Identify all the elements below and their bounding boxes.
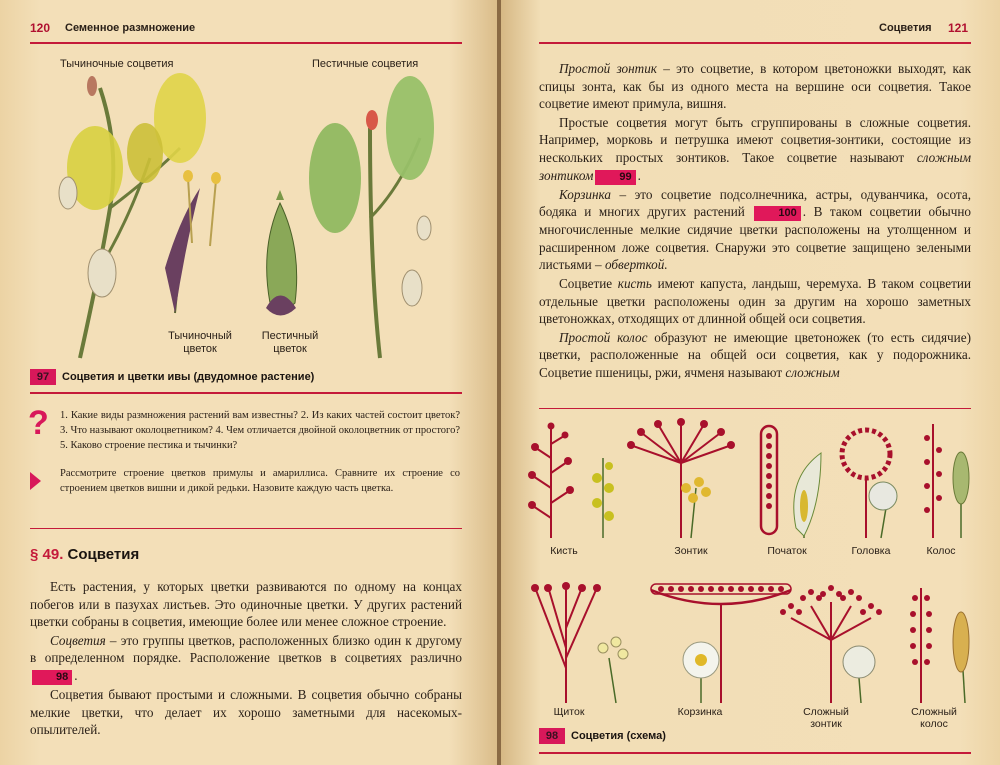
figure-top-rule <box>539 408 971 409</box>
figure-rule-left <box>30 392 462 394</box>
question-mark-icon: ? <box>28 404 49 442</box>
right-paragraph-1 <box>539 60 971 113</box>
figure-ref-99[interactable]: 99 <box>595 170 635 185</box>
label-corymb: Щиток <box>553 706 585 718</box>
raceme-scheme <box>528 423 574 539</box>
left-page <box>0 0 499 765</box>
term-compound: сложным <box>785 364 840 380</box>
umbel-scheme <box>627 418 735 538</box>
section-title: Соцветия <box>67 546 140 563</box>
left-paragraph-1: Есть растения, у которых цветки развиваются по одному на концах побегов или в пазухах листьев. Это одиночные цветки. У других растений цветки собраны в соцветия, имеющие более или менее сложное строение. <box>30 579 462 630</box>
term-raceme: кисть <box>617 275 652 291</box>
section-heading <box>30 546 139 563</box>
label-capitulum: Корзинка <box>677 706 723 718</box>
label-pistillate-flower-line1: Пестичный <box>261 330 319 342</box>
right-paragraph-4-text2: имеют капуста, ландыш, черемуха. В таком соцветии отдельные цветки расположены один за другим на хорошо заметных цветоножках, отходящих от длинной общей оси соцветия. <box>539 275 972 327</box>
term-simple-spike: Простой колос <box>559 329 648 345</box>
term-involucre: обверткой. <box>604 257 668 273</box>
questions-text: 1. Какие виды размножения растений вам известны? 2. Из каких частей состоит цветок? 3. Что называют околоцветником? 4. Чем отличается двойной околоцветник от простого? 5. Каково строение пестика и тычинки? <box>60 410 460 451</box>
left-paragraph-2 <box>30 632 462 685</box>
label-compound-umbel <box>791 706 861 730</box>
spadix-scheme <box>761 426 777 534</box>
label-staminate-flower-line2: цветок <box>183 343 217 355</box>
left-body-text <box>30 578 462 739</box>
label-spadix: Початок <box>767 545 807 557</box>
label-head: Головка <box>851 545 891 557</box>
term-capitulum: Корзинка <box>559 186 611 202</box>
figure-caption-97: Соцветия и цветки ивы (двудомное растение) <box>62 371 315 383</box>
right-paragraph-2-end: . <box>637 167 641 183</box>
section-number: § 49. <box>30 546 64 563</box>
header-rule-left <box>30 42 462 44</box>
term-compound-umbel: сложным зонтиком <box>539 149 971 183</box>
figure-bottom-rule <box>539 752 971 754</box>
corymb-scheme <box>531 582 601 703</box>
task-text: Рассмотрите строение цветков примулы и амариллиса. Сравните их строение со строением цветков вишни и дикой редьки. Назовите каждую часть цветка. <box>60 468 460 494</box>
compound-umbel-scheme <box>780 585 882 703</box>
plant-drawings-row1 <box>592 452 969 538</box>
label-spike: Колос <box>926 545 956 557</box>
left-paragraph-2-end: . <box>74 667 78 683</box>
figure-number-97: 97 <box>30 369 56 385</box>
running-head-left: Семенное размножение <box>65 22 196 34</box>
task-arrow-icon <box>30 472 41 490</box>
header-rule-right <box>539 42 971 44</box>
right-paragraph-1-text: – это соцветие, в котором цветоножки выходят, как спицы зонта, как бы из одного места на вершине оси соцветия. Такое соцветие имеют примула, вишня. <box>539 61 972 112</box>
label-compound-umbel-line2: зонтик <box>810 718 842 730</box>
label-raceme: Кисть <box>550 545 578 557</box>
label-compound-spike-line2: колос <box>920 718 948 730</box>
compound-spike-scheme <box>910 588 932 703</box>
label-pistillate-flower <box>250 330 330 356</box>
running-head-right: Соцветия <box>879 22 932 34</box>
label-staminate-flower <box>160 330 240 356</box>
label-compound-spike <box>899 706 969 730</box>
label-pistillate-inflorescences: Пестичные соцветия <box>312 58 419 70</box>
right-paragraph-4-text1: Соцветие <box>559 275 618 291</box>
catkin-green-1 <box>309 123 361 233</box>
label-staminate-flower-line1: Тычиночный <box>168 330 232 342</box>
term-simple-umbel: Простой зонтик <box>559 61 657 76</box>
label-staminate-inflorescences: Тычиночные соцветия <box>60 58 174 70</box>
bud-1 <box>88 249 116 297</box>
right-paragraph-2 <box>539 114 971 185</box>
figure-ref-98[interactable]: 98 <box>32 670 72 685</box>
figure-ref-100[interactable]: 100 <box>754 206 800 221</box>
catkin-green-2 <box>386 76 434 180</box>
inflorescence-scheme-row2 <box>521 578 991 708</box>
right-body-text <box>539 60 971 382</box>
label-pistillate-flower-line2: цветок <box>273 343 307 355</box>
right-paragraph-3 <box>539 186 971 274</box>
left-paragraph-3: Соцветия бывают простыми и сложными. В соцветия обычно собраны мелкие цветки, что делает их хорошо заметными для насекомых-опылителей. <box>30 686 462 738</box>
page-number-right: 121 <box>948 21 969 35</box>
plant-drawings-row2 <box>598 612 969 703</box>
figure-number-98: 98 <box>539 728 565 744</box>
left-paragraph-2-text: – это группы цветков, расположенных близко один к другому в определенном порядке. Расположение цветков в соцветиях различно <box>30 632 462 666</box>
right-paragraph-2-text: Простые соцветия могут быть сгруппированы в сложные соцветия. Например, морковь и петрушка имеют соцветия-зонтики, состоящие из нескольких простых зонтиков. Такое соцветие называют <box>539 114 971 165</box>
spike-scheme <box>924 424 942 538</box>
capitulum-scheme <box>651 584 791 703</box>
term-inflorescences: Соцветия <box>50 632 106 648</box>
inflorescence-scheme-row1 <box>521 418 991 548</box>
label-compound-spike-line1: Сложный <box>911 706 957 718</box>
page-number-left: 120 <box>30 21 51 35</box>
figure-caption-98: Соцветия (схема) <box>571 730 666 742</box>
right-paragraph-5 <box>539 329 971 382</box>
willow-illustration <box>40 68 460 368</box>
label-umbel: Зонтик <box>674 545 708 557</box>
right-page <box>501 0 1000 765</box>
right-paragraph-4 <box>539 275 971 328</box>
right-paragraph-3-text2: . В таком соцветии обычно многочисленные мелкие сидячие цветки расположены на утолщенном и расширенном ложе соцветия. Снаружи это соцветие защищено зелеными листьями – <box>539 204 971 273</box>
label-compound-umbel-line1: Сложный <box>803 706 849 718</box>
right-paragraph-5-text: образуют не имеющие цветоножек (то есть сидячие) цветки, расположенные на общей оси соцветия, как у подорожника. Соцветие пшеницы, ржи, ячменя называют <box>539 329 971 380</box>
section-rule <box>30 528 462 529</box>
right-paragraph-3-text: – это соцветие подсолнечника, астры, одуванчика, осота, бодяка и многих других растений <box>539 186 971 220</box>
